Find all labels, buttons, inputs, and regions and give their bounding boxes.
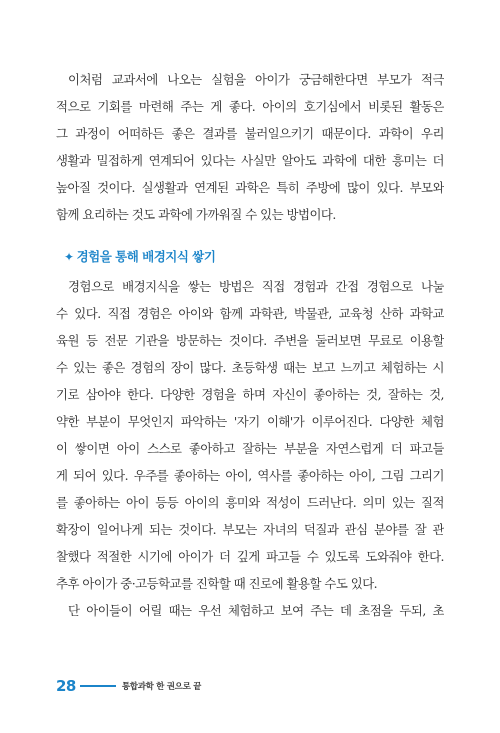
body-paragraph-2 — [56, 273, 444, 624]
text-line: 찰했다 적절한 시기에 아이가 더 깊게 파고들 수 있도록 도와줘야 한다. — [56, 549, 444, 564]
text-line: 단 아이들이 어릴 때는 우선 체험하고 보여 주는 데 초점을 두되, 초 — [68, 603, 444, 618]
section-heading — [64, 247, 215, 265]
text-line: 경험으로 배경지식을 쌓는 방법은 직접 경험과 간접 경험으로 나눌 — [68, 279, 444, 294]
section-heading-text: 경험을 통해 배경지식 쌓기 — [76, 249, 216, 264]
star-icon: ✦ — [64, 250, 74, 264]
text-line: 수 있는 좋은 경험의 장이 많다. 초등학생 때는 보고 느끼고 체험하는 시 — [56, 360, 444, 375]
text-line: 확장이 일어나게 되는 것이다. 부모는 자녀의 덕질과 관심 분야를 잘 관 — [56, 522, 444, 537]
text-line: 추후 아이가 중·고등학교를 진학할 때 진로에 활용할 수도 있다. — [56, 576, 378, 591]
text-line: 육원 등 전문 기관을 방문하는 것이다. 주변을 둘러보면 무료로 이용할 — [56, 333, 444, 348]
footer-divider — [80, 685, 116, 687]
text-line: 함께 요리하는 것도 과학에 가까워질 수 있는 방법이다. — [56, 207, 336, 222]
text-line: 약한 부분이 무엇인지 파악하는 '자기 이해'가 이루어진다. 다양한 체험 — [56, 414, 444, 429]
running-title: 통합과학 한 권으로 끝 — [121, 682, 202, 692]
text-line: 게 되어 있다. 우주를 좋아하는 아이, 역사를 좋아하는 아이, 그림 그리기 — [56, 468, 444, 483]
text-line: 이 쌓이면 아이 스스로 좋아하고 잘하는 부분을 자연스럽게 더 파고들 — [56, 441, 444, 456]
text-line: 기로 삼아야 한다. 다양한 경험을 하며 자신이 좋아하는 것, 잘하는 것, — [56, 387, 444, 402]
text-line: 수 있다. 직접 경험은 아이와 함께 과학관, 박물관, 교육청 산하 과학교 — [56, 306, 444, 321]
body-paragraph-1 — [56, 66, 444, 228]
text-line: 생활과 밀접하게 연계되어 있다는 사실만 알아도 과학에 대한 흥미는 더 — [56, 153, 444, 168]
page-number: 28 — [56, 677, 76, 695]
text-line: 그 과정이 어떠하든 좋은 결과를 불러일으키기 때문이다. 과학이 우리 — [56, 126, 444, 141]
text-line: 를 좋아하는 아이 등등 아이의 흥미와 적성이 드러난다. 의미 있는 질적 — [56, 495, 444, 510]
text-line: 높아질 것이다. 실생활과 연계된 과학은 특히 주방에 많이 있다. 부모와 — [56, 180, 444, 195]
text-line: 적으로 기회를 마련해 주는 게 좋다. 아이의 호기심에서 비롯된 활동은 — [56, 99, 444, 114]
text-line: 이처럼 교과서에 나오는 실험을 아이가 궁금해한다면 부모가 적극 — [68, 72, 444, 87]
page-footer — [56, 676, 201, 696]
